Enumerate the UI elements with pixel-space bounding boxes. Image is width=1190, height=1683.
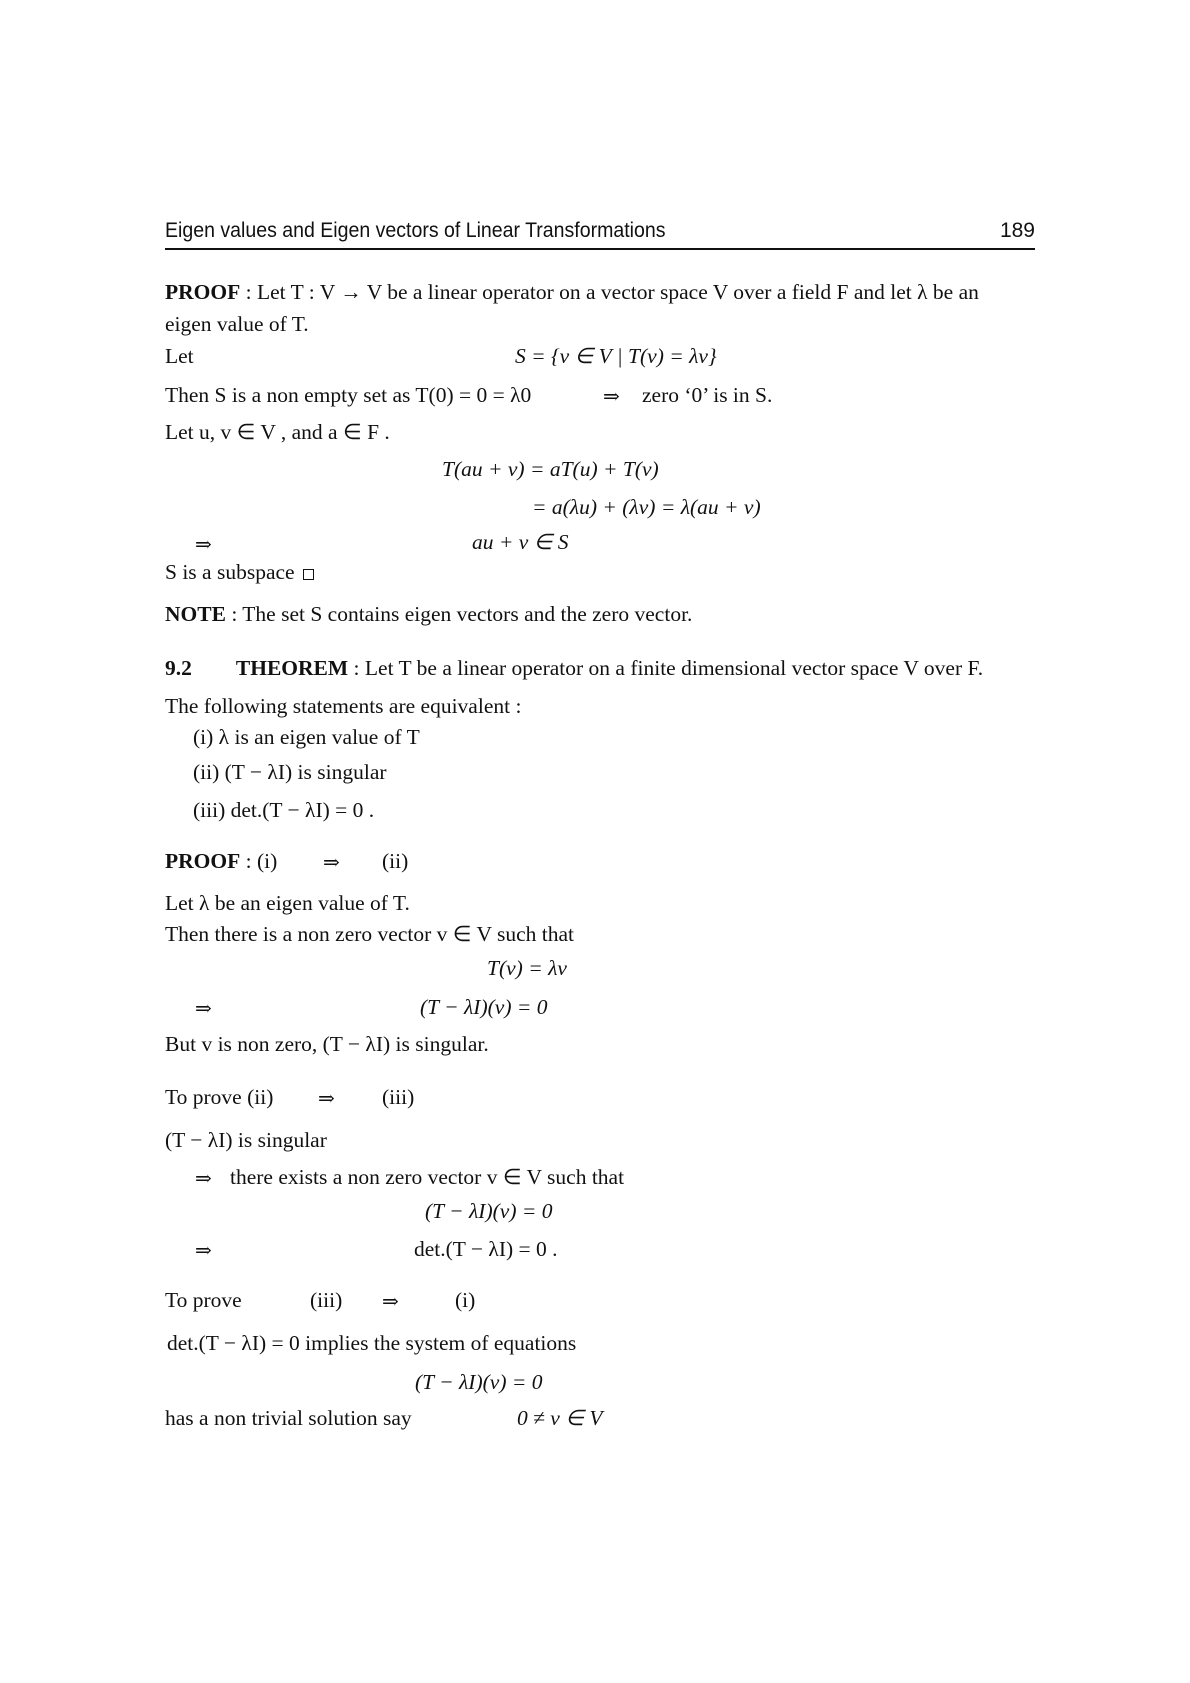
set-definition: S = {v ∈ V | T(v) = λv} [515,344,717,368]
equation-3: au + v ∈ S [472,530,569,554]
subspace-conclusion [165,562,314,584]
implies-arrow: ⇒ [382,1289,399,1313]
implies-arrow: ⇒ [195,532,212,556]
equation-kernel: (T − λI)(v) = 0 [420,995,548,1019]
nonempty-tail: zero ‘0’ is in S. [642,383,773,407]
theorem-item: (iii) det.(T − λI) = 0 . [193,798,375,822]
step2-line1: (T − λI) is singular [165,1128,327,1152]
proof2-target: (ii) [382,849,409,873]
step2-target: (iii) [382,1085,415,1109]
note-text: : The set S contains eigen vectors and the zero vector. [225,602,693,626]
theorem-item: (i) λ is an eigen value of T [193,725,420,749]
header-rule [165,248,1035,250]
note-line [165,604,692,626]
theorem-intro: The following statements are equivalent : [165,694,522,718]
equation-kernel: (T − λI)(v) = 0 [425,1199,553,1223]
proof2-line1: Let λ be an eigen value of T. [165,891,410,915]
equation-2: = a(λu) + (λv) = λ(au + v) [532,495,761,519]
theorem-item: (ii) (T − λI) is singular [193,760,387,784]
step2-heading: To prove (ii) [165,1085,274,1109]
proof-label: PROOF [165,280,241,304]
nonzero-v: 0 ≠ v ∈ V [517,1406,603,1430]
implies-arrow: ⇒ [323,850,340,874]
implies-arrow: ⇒ [603,384,620,408]
nonempty-line: Then S is a non empty set as T(0) = 0 = λ0 [165,383,532,407]
equation-1: T(au + v) = aT(u) + T(v) [442,457,659,481]
implies-arrow: ⇒ [195,1166,212,1190]
let-label: Let [165,344,194,368]
equation-kernel: (T − λI)(v) = 0 [415,1370,543,1394]
step3-heading: To prove [165,1288,242,1312]
proof1-line2: eigen value of T. [165,312,309,336]
page-number: 189 [999,219,1035,242]
theorem-text: : Let T be a linear operator on a finite dimensional vector space V over F. [348,656,984,680]
implies-arrow: ⇒ [195,996,212,1020]
proof2-line3: But v is non zero, (T − λI) is singular. [165,1032,489,1056]
proof2-from: : (i) [240,849,278,873]
conclusion-text: S is a subspace [165,560,295,584]
theorem-number: 9.2 [165,656,192,680]
qed-box-icon [303,569,314,580]
step3-line1: det.(T − λI) = 0 implies the system of equations [167,1331,577,1355]
step3-line2: has a non trivial solution say [165,1406,412,1430]
implies-arrow: ⇒ [195,1238,212,1262]
step2-line2: there exists a non zero vector v ∈ V such that [230,1165,625,1189]
proof-label: PROOF [165,849,241,873]
step3-target: (i) [455,1288,476,1312]
equation-det: det.(T − λI) = 0 . [414,1237,558,1261]
theorem-line [165,658,983,680]
running-header-title: Eigen values and Eigen vectors of Linear Transformations [165,219,666,242]
proof1-text: : Let T : V → V be a linear operator on a vector space V over a field F and let λ be an [240,280,979,304]
equation-tv: T(v) = λv [487,956,567,980]
note-label: NOTE [165,602,226,626]
proof2-line2: Then there is a non zero vector v ∈ V such that [165,922,574,946]
theorem-label: THEOREM [235,656,349,680]
step3-from: (iii) [310,1288,343,1312]
implies-arrow: ⇒ [318,1086,335,1110]
proof2-heading [165,851,277,873]
let-uv-line: Let u, v ∈ V , and a ∈ F . [165,420,390,444]
proof1-line1 [165,282,979,304]
